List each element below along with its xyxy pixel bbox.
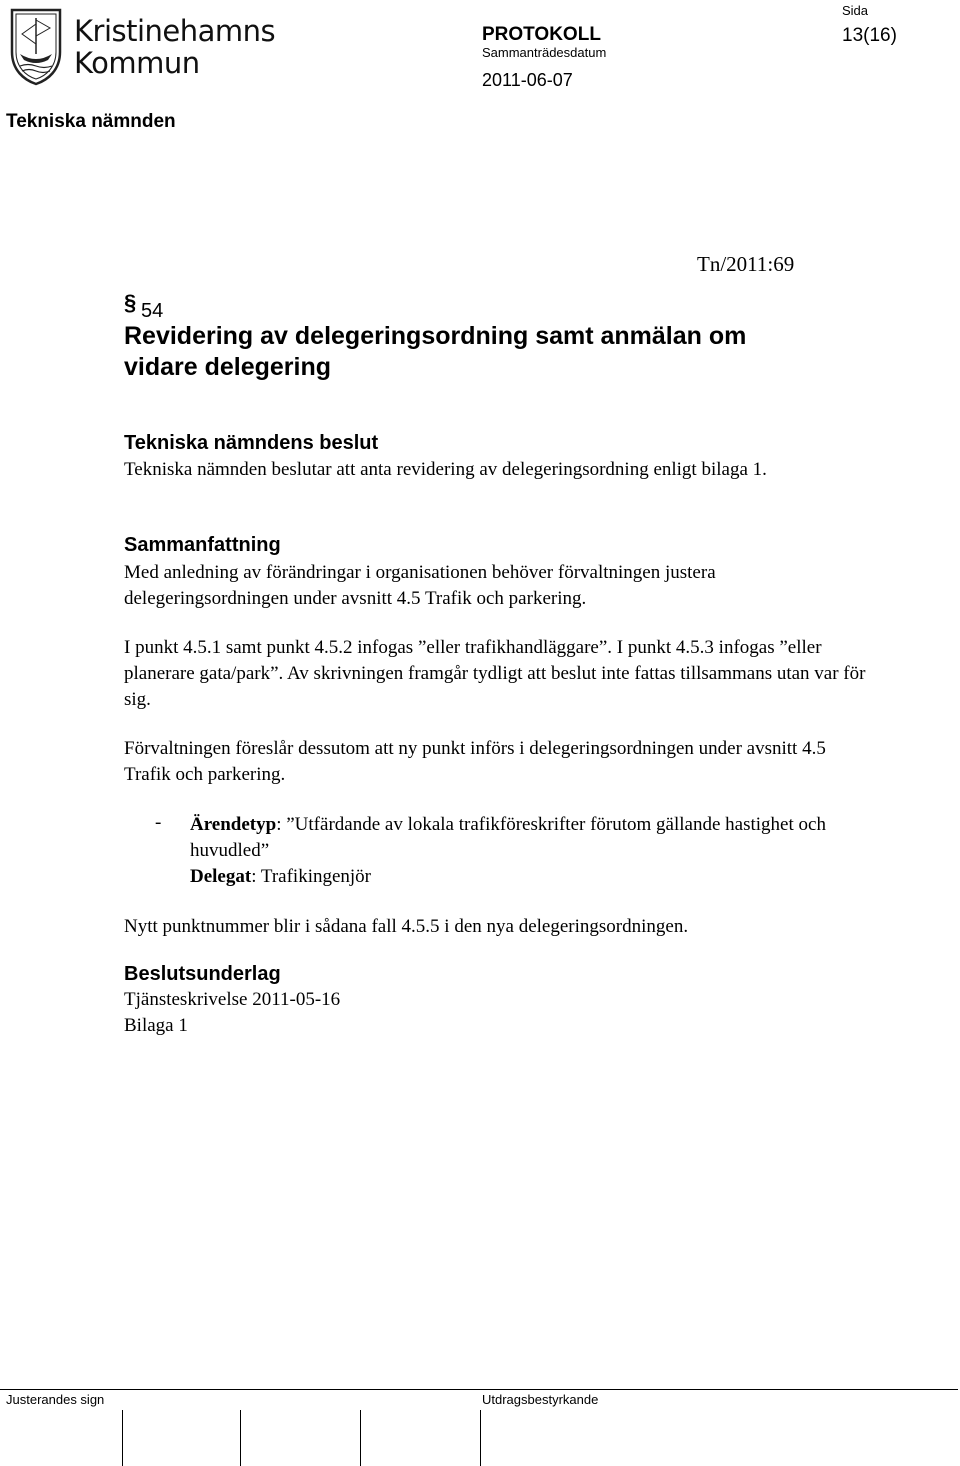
meeting-date-value: 2011-06-07 bbox=[482, 70, 573, 90]
basis-line-2: Bilaga 1 bbox=[124, 1015, 188, 1036]
municipality-coat-of-arms-logo bbox=[6, 6, 66, 86]
meeting-date-label: Sammanträdesdatum bbox=[482, 45, 607, 60]
list-dash: - bbox=[155, 812, 162, 833]
case-title-line1: Revidering av delegeringsordning samt anmälan om bbox=[124, 322, 747, 350]
footer-top-rule bbox=[0, 1389, 958, 1390]
section-sign: § bbox=[124, 290, 137, 315]
signature-box-divider bbox=[480, 1410, 481, 1466]
page-number: 13(16) bbox=[842, 25, 897, 46]
page-label: Sida bbox=[842, 3, 869, 18]
case-type-label: Ärendetyp bbox=[190, 814, 277, 835]
decision-heading: Tekniska nämndens beslut bbox=[124, 432, 379, 454]
list-item-delegate: Delegat: Trafikingenjör bbox=[190, 866, 372, 887]
decision-text: Tekniska nämnden beslutar att anta revidering av delegeringsordning enligt bilaga 1. bbox=[124, 459, 767, 480]
signature-box-divider bbox=[360, 1410, 361, 1466]
document-type: PROTOKOLL bbox=[482, 24, 601, 45]
organization-name-line2: Kommun bbox=[74, 46, 200, 80]
summary-heading: Sammanfattning bbox=[124, 534, 281, 556]
summary-paragraph-1: Med anledning av förändringar i organisationen behöver förvaltningen justera delegeringsordningen under avsnitt 4.5 Trafik och parkering. bbox=[124, 562, 716, 609]
signature-label: Justerandes sign bbox=[6, 1392, 105, 1407]
basis-line-1: Tjänsteskrivelse 2011-05-16 bbox=[124, 989, 341, 1010]
delegate-label: Delegat bbox=[190, 866, 252, 887]
summary-paragraph-3: Förvaltningen föreslår dessutom att ny punkt införs i delegeringsordningen under avsnitt 4.5 Trafik och parkering. bbox=[124, 738, 826, 785]
case-reference: Tn/2011:69 bbox=[697, 252, 795, 276]
case-type-text: ”Utfärdande av lokala trafikföreskrifter förutom gällande hastighet och huvudled” bbox=[190, 814, 826, 861]
list-item-case-type: Ärendetyp: ”Utfärdande av lokala trafikföreskrifter förutom gällande hastighet och huvudled” bbox=[190, 814, 826, 861]
organization-name-line1: Kristinehamns bbox=[74, 14, 276, 48]
basis-heading: Beslutsunderlag bbox=[124, 963, 281, 985]
summary-paragraph-2: I punkt 4.5.1 samt punkt 4.5.2 infogas ”eller trafikhandläggare”. I punkt 4.5.3 infogas ”eller planerare gata/park”. Av skrivningen framgår tydligt att beslut inte fattas tillsammans utan var för sig. bbox=[124, 637, 866, 710]
delegate-text: Trafikingenjör bbox=[260, 866, 372, 887]
committee-name: Tekniska nämnden bbox=[6, 111, 176, 132]
section-number: 54 bbox=[141, 300, 164, 322]
extract-certification-label: Utdragsbestyrkande bbox=[482, 1392, 599, 1407]
signature-box-divider bbox=[122, 1410, 123, 1466]
case-title-line2: vidare delegering bbox=[124, 353, 332, 381]
signature-box-divider bbox=[240, 1410, 241, 1466]
summary-paragraph-4: Nytt punktnummer blir i sådana fall 4.5.5 i den nya delegeringsordningen. bbox=[124, 916, 689, 937]
